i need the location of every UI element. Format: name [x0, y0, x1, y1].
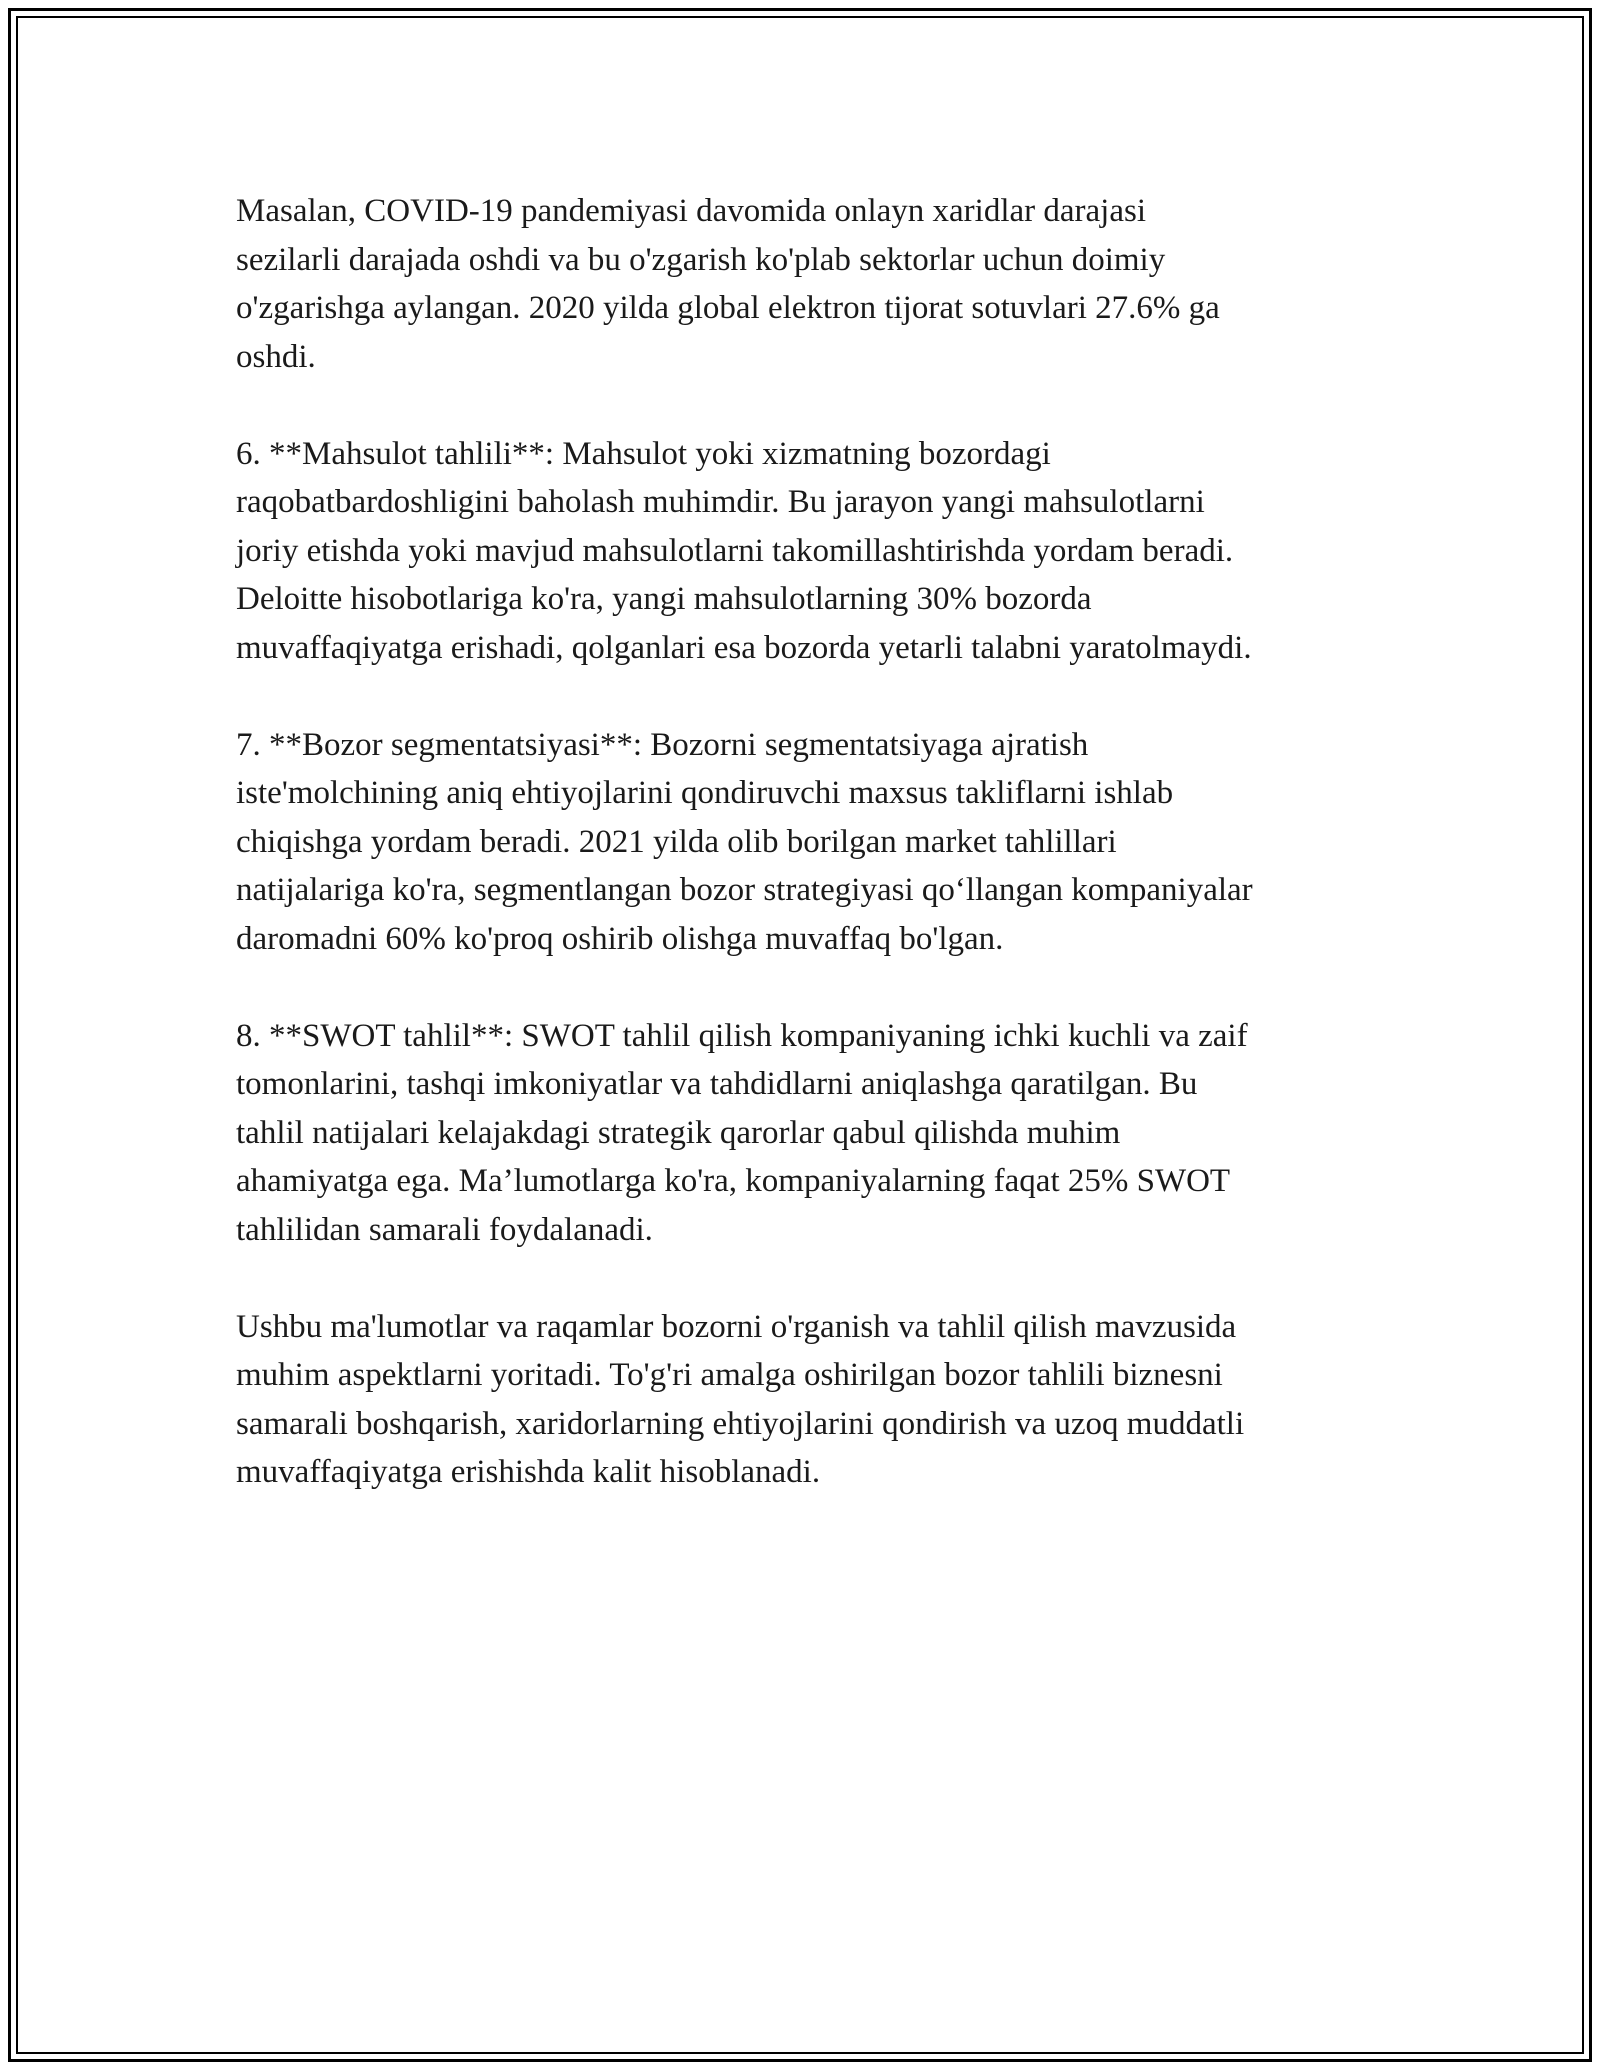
- paragraph-covid-ecommerce: Masalan, COVID-19 pandemiyasi davomida onlayn xaridlar darajasi sezilarli darajada oshdi va bu o'zgarish ko'plab sektorlar uchun doimiy o'zgarishga aylangan. 2020 yilda global elektron tijorat sotuvlari 27.6% ga oshdi.: [236, 193, 1220, 375]
- paragraph-product-analysis: 6. **Mahsulot tahlili**: Mahsulot yoki xizmatning bozordagi raqobatbardoshligini baholash muhimdir. Bu jarayon yangi mahsulotlarni joriy etishda yoki mavjud mahsulotlarni takomillashtirishda yordam beradi. Deloitte hisobotlariga ko'ra, yangi mahsulotlarning 30% bozorda muvaffaqiyatga erishadi, qolganlari esa bozorda yetarli talabni yaratolmaydi.: [236, 435, 1252, 666]
- document-body: [236, 187, 1386, 1497]
- paragraph-swot-analysis: 8. **SWOT tahlil**: SWOT tahlil qilish kompaniyaning ichki kuchli va zaif tomonlarini, tashqi imkoniyatlar va tahdidlarni aniqlashga qaratilgan. Bu tahlil natijalari kelajakdagi strategik qarorlar qabul qilishda muhim ahamiyatga ega. Ma’lumotlarga ko'ra, kompaniyalarning faqat 25% SWOT tahlilidan samarali foydalanadi.: [236, 1017, 1248, 1248]
- paragraph-market-segmentation: 7. **Bozor segmentatsiyasi**: Bozorni segmentatsiyaga ajratish iste'molchining aniq ehtiyojlarini qondiruvchi maxsus takliflarni ishlab chiqishga yordam beradi. 2021 yilda olib borilgan market tahlillari natijalariga ko'ra, segmentlangan bozor strategiyasi qo‘llangan kompaniyalar daromadni 60% ko'proq oshirib olishga muvaffaq bo'lgan.: [236, 726, 1253, 957]
- paragraph-conclusion: Ushbu ma'lumotlar va raqamlar bozorni o'rganish va tahlil qilish mavzusida muhim aspektlarni yoritadi. To'g'ri amalga oshirilgan bozor tahlili biznesni samarali boshqarish, xaridorlarning ehtiyojlarini qondirish va uzoq muddatli muvaffaqiyatga erishishda kalit hisoblanadi.: [236, 1308, 1245, 1490]
